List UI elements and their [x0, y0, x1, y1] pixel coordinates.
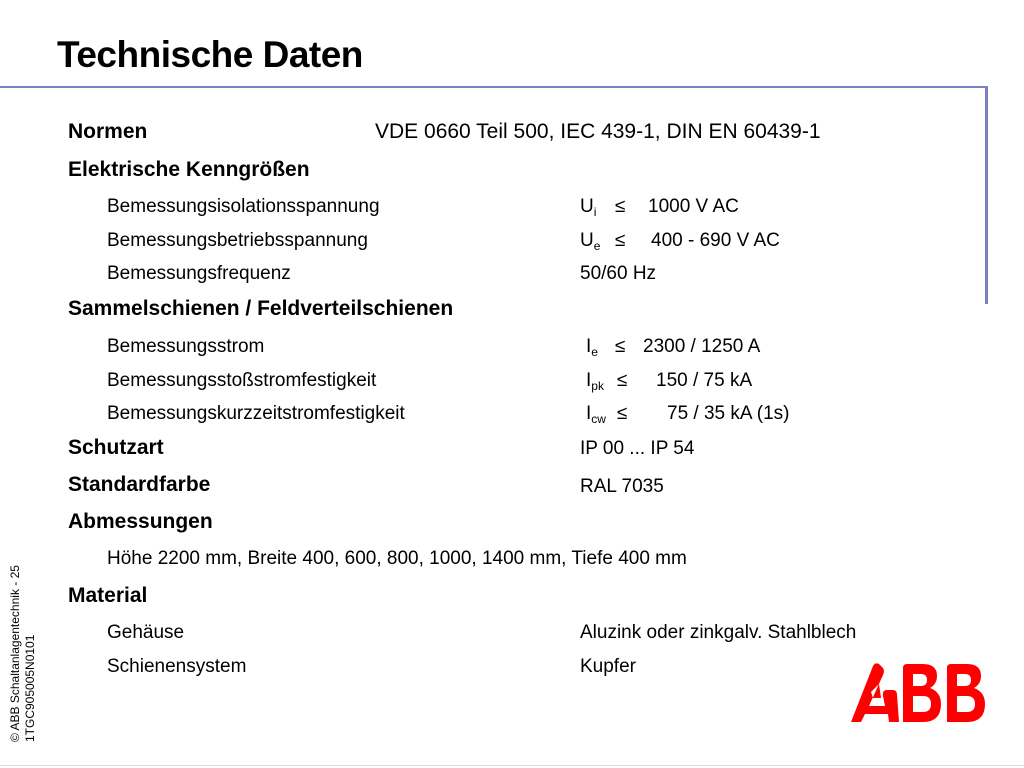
bemessungsisolationsspannung-label: Bemessungsisolationsspannung — [107, 196, 380, 217]
normen-value: VDE 0660 Teil 500, IEC 439-1, DIN EN 60439-1 — [375, 120, 821, 143]
bemessungsisolationsspannung-symbol: $U_i$ — [580, 196, 597, 219]
bemessungsisolationsspannung-relation: ≤ — [615, 196, 626, 217]
page-title: Technische Daten — [57, 34, 363, 75]
abb-logo-letter-b-2 — [947, 664, 985, 722]
schienensystem-value: Kupfer — [580, 656, 636, 677]
bemessungsstossstromfestigkeit-value: 150 / 75 kA — [656, 370, 753, 391]
bemessungsbetriebsspannung-value: 400 - 690 V AC — [651, 230, 780, 251]
footer-copyright: © ABB Schaltanlagentechnik - 25 — [8, 565, 22, 742]
standardfarbe-label: Standardfarbe — [68, 473, 211, 496]
gehaeuse-label: Gehäuse — [107, 622, 185, 643]
abmessungen-heading: Abmessungen — [68, 510, 213, 533]
bemessungsbetriebsspannung-label: Bemessungsbetriebsspannung — [107, 230, 368, 251]
bemessungsstrom-value: 2300 / 1250 A — [643, 336, 761, 357]
bemessungsstossstromfestigkeit-relation: ≤ — [617, 370, 628, 391]
abb-logo-letter-b-1 — [903, 664, 941, 722]
schienensystem-label: Schienensystem — [107, 656, 247, 677]
bemessungsfrequenz-value: 50/60 Hz — [580, 263, 657, 284]
schutzart-label: Schutzart — [68, 436, 164, 459]
bemessungsstrom-relation: ≤ — [615, 336, 626, 357]
bemessungsisolationsspannung-value: 1000 V AC — [648, 196, 739, 217]
elektrische-heading: Elektrische Kenngrößen — [68, 158, 310, 181]
gehaeuse-value: Aluzink oder zinkgalv. Stahlblech — [580, 622, 857, 643]
bottom-rule — [0, 765, 1024, 766]
sammelschienen-heading: Sammelschienen / Feldverteilschienen — [68, 297, 454, 320]
bemessungsbetriebsspannung-relation: ≤ — [615, 230, 626, 251]
footer-doc-number: 1TGC905005N0101 — [23, 634, 37, 742]
abb-logo — [849, 662, 999, 724]
abb-logo-letter-a — [851, 663, 899, 722]
bemessungskurzzeitstromfestigkeit-symbol: $I_{cw}$ — [586, 403, 606, 426]
bemessungskurzzeitstromfestigkeit-relation: ≤ — [617, 403, 628, 424]
bemessungsstossstromfestigkeit-label: Bemessungsstoßstromfestigkeit — [107, 370, 377, 391]
material-heading: Material — [68, 584, 148, 607]
bemessungsstossstromfestigkeit-symbol: $I_{pk}$ — [586, 370, 604, 393]
schutzart-value: IP 00 ... IP 54 — [580, 438, 695, 459]
footer-vertical — [8, 482, 38, 742]
standardfarbe-value: RAL 7035 — [580, 476, 664, 497]
bemessungsstrom-symbol: $I_e$ — [586, 336, 598, 359]
title-rule-vertical — [985, 86, 988, 304]
bemessungsfrequenz-label: Bemessungsfrequenz — [107, 263, 291, 284]
bemessungskurzzeitstromfestigkeit-label: Bemessungskurzzeitstromfestigkeit — [107, 403, 405, 424]
bemessungsstrom-label: Bemessungsstrom — [107, 336, 265, 357]
abmessungen-text: Höhe 2200 mm, Breite 400, 600, 800, 1000, 1400 mm, Tiefe 400 mm — [107, 548, 687, 569]
bemessungskurzzeitstromfestigkeit-value: 75 / 35 kA (1s) — [667, 403, 790, 424]
title-rule-horizontal — [0, 86, 988, 88]
normen-label: Normen — [68, 120, 148, 143]
bemessungsbetriebsspannung-symbol: $U_e$ — [580, 230, 601, 253]
